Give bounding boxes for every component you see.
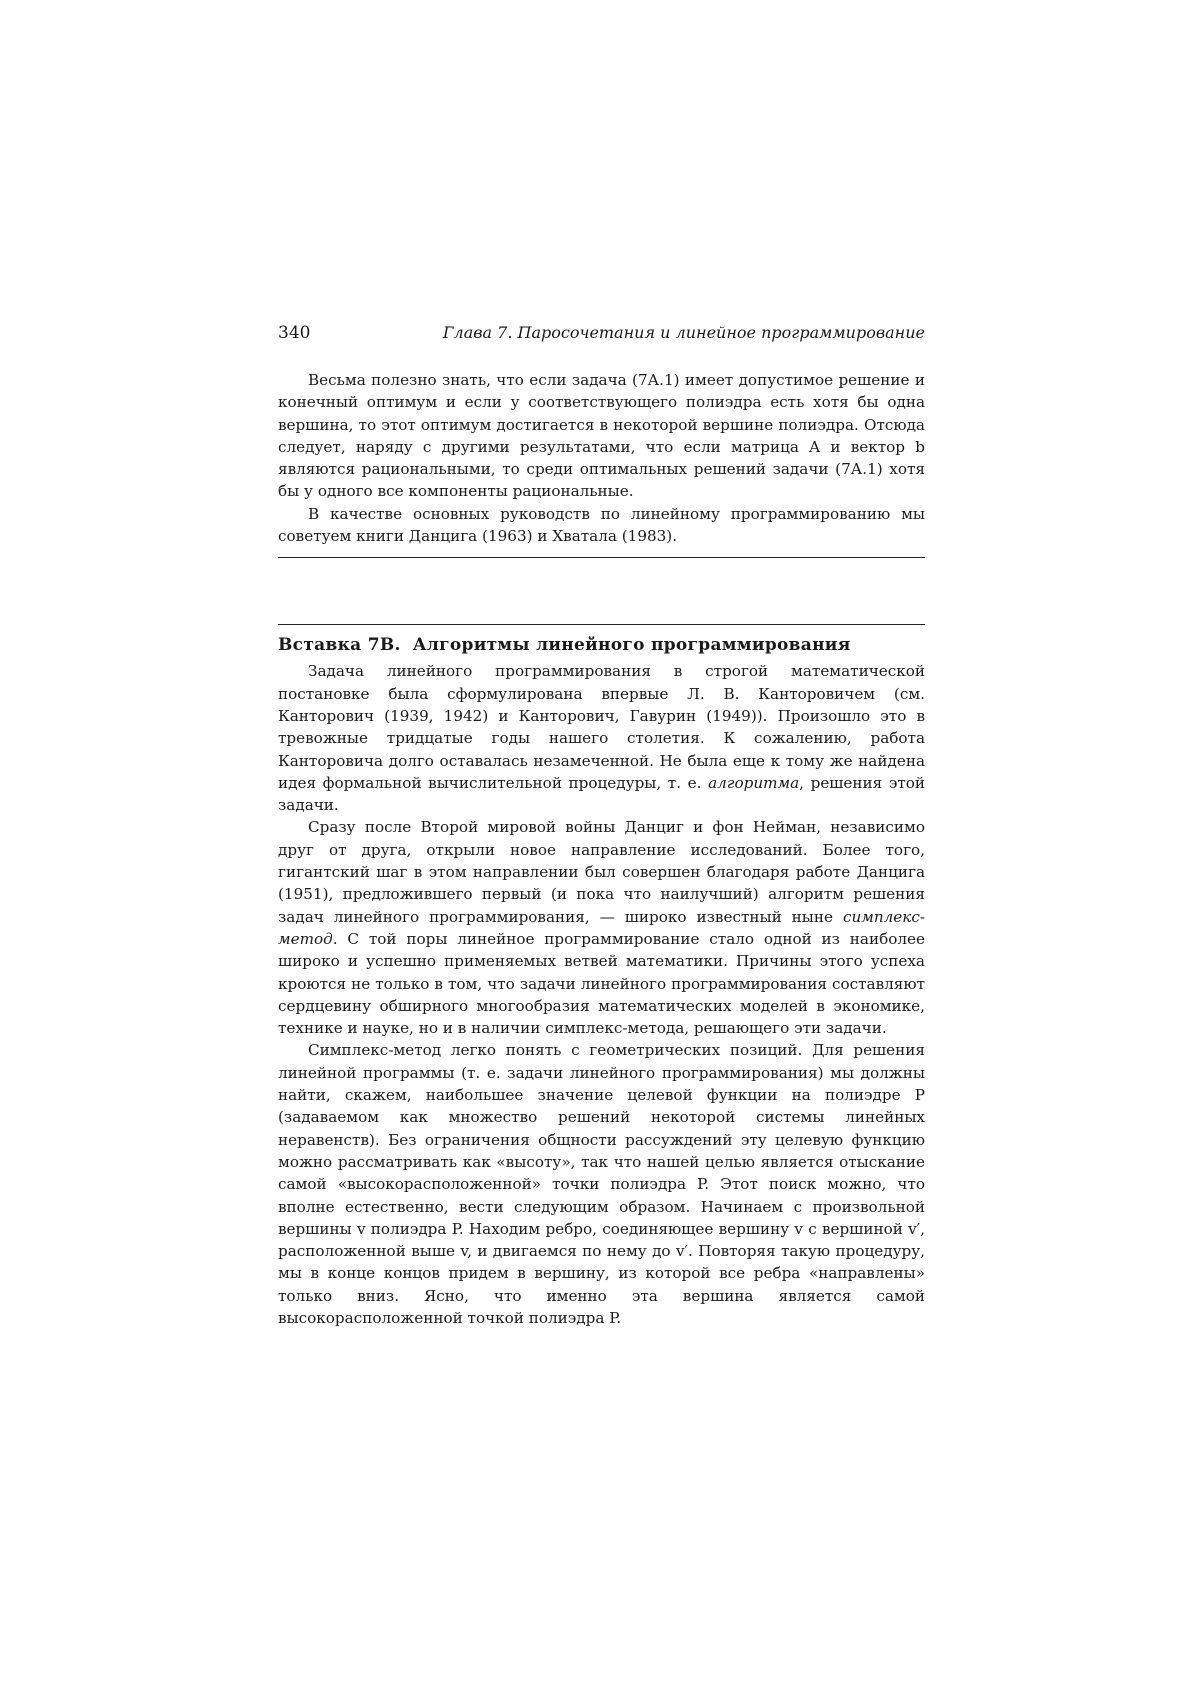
page-number: 340 [278,323,311,343]
box-paragraph-1: Задача линейного программирования в строгой математической постановке была сформулирована впервые Л. В. Канторовичем (см. Канторович (1939, 1942) и Канторович, Гавурин (1949)). Произошло это в тревожные тридцатые годы нашего столетия. К сожалению, работа Канторовича долго оставалась незамеченной. Не была еще к тому же найдена идея формальной вычислительной процедуры, т. е. алгоритма, решения этой задачи. [278,662,926,815]
intro-paragraph-2: В качестве основных руководств по линейному программированию мы советуем книги Данцига (1963) и Хватала (1983). [278,504,925,546]
box-heading [278,635,925,655]
chapter-title: Глава 7. Паросочетания и линейное программирование [442,323,925,342]
box-title: Алгоритмы линейного программирования [412,635,851,656]
running-head [278,323,925,347]
box-7b [278,635,925,1329]
intro-paragraph-1: Весьма полезно знать, что если задача (7А.1) имеет допустимое решение и конечный оптимум и если у соответствующего полиэдра есть хотя бы одна вершина, то этот оптимум достигается в некоторой вершине полиэдра. Отсюда следует, наряду с другими результатами, что если матрица A и вектор b являются рациональными, то среди оптимальных решений задачи (7А.1) хотя бы у одного все компоненты рациональные. [278,371,925,501]
box-paragraph-3: Симплекс-метод легко понять с геометрических позиций. Для решения линейной программы (т. е. задачи линейного программирования) мы должны найти, скажем, наибольшее значение целевой функции на полиэдре P (задаваемом как множество решений некоторой системы линейных неравенств). Без ограничения общности рассуждений эту целевую функцию можно рассматривать как «высоту», так что нашей целью является отыскание самой «высокорасположенной» точки полиэдра P. Этот поиск можно, что вполне естественно, вести следующим образом. Начинаем с произвольной вершины v полиэдра P. Находим ребро, соединяющее вершину v с вершиной v′, расположенной выше v, и двигаемся по нему до v′. Повторяя такую процедуру, мы в конце концов придем в вершину, из которой все ребра «направлены» только вниз. Ясно, что именно эта вершина является самой высокорасположенной точкой полиэдра P. [278,1041,925,1327]
emphasis-simplex: симплекс-метод [278,907,925,948]
intro-section [278,369,925,547]
emphasis-algorithm: алгоритма [708,773,800,792]
box-paragraph-2: Сразу после Второй мировой войны Данциг и фон Нейман, независимо друг от друга, открыли новое направление исследований. Более того, гигантский шаг в этом направлении был совершен благодаря работе Данцига (1951), предложившего первый (и пока что наилучший) алгоритм решения задач линейного программирования, — широко известный ныне симплекс-метод. С той поры линейное программирование стало одной из наиболее широко и успешно применяемых ветвей математики. Причины этого успеха кроются не только в том, что задачи линейного программирования составляют сердцевину обширного многообразия математических моделей в экономике, технике и науке, но и в наличии симплекс-метода, решающего эти задачи. [278,818,925,1038]
book-page [278,323,925,1329]
box-label: Вставка 7В. [278,635,401,656]
section-end-rule [278,557,925,558]
box-start-rule [278,624,925,625]
